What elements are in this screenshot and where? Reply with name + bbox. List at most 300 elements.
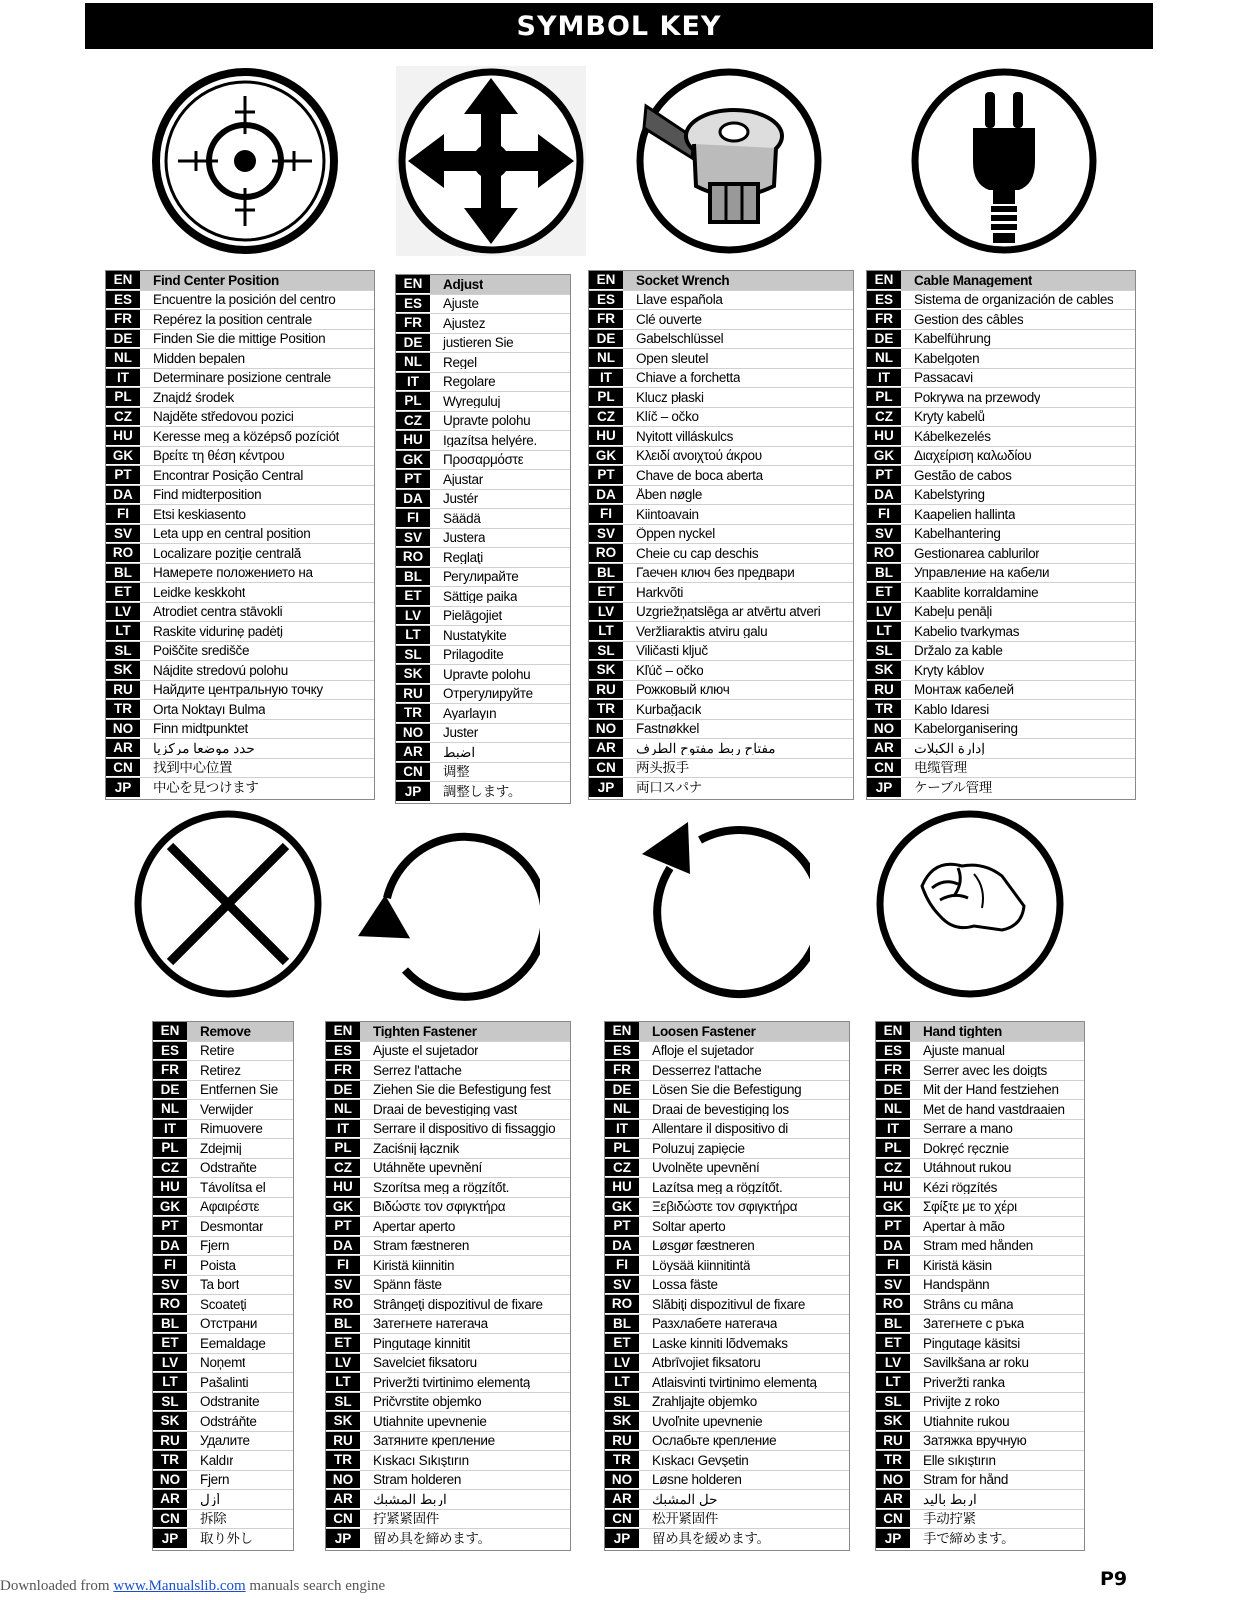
table-row — [106, 642, 374, 662]
language-code: PT — [326, 1217, 360, 1236]
translation-text: 电缆管理 — [914, 761, 967, 775]
table-row — [876, 1393, 1084, 1413]
translation-text: Eemaldage — [200, 1336, 266, 1350]
translation-text: Kabelhantering — [914, 527, 1001, 541]
table-row — [326, 1276, 570, 1296]
language-code: DE — [867, 330, 901, 349]
language-code: BL — [605, 1315, 639, 1334]
table-row — [589, 622, 853, 642]
language-code: AR — [589, 739, 623, 758]
translation-text: Apertar à mão — [923, 1219, 1005, 1233]
translation-text: Privijte z roko — [923, 1395, 1000, 1409]
table-row — [605, 1159, 849, 1179]
table-row — [153, 1334, 293, 1354]
table-row — [326, 1061, 570, 1081]
translation-text: Kaapelien hallinta — [914, 507, 1016, 521]
translation-text: Keresse meg a középső pozíciót — [153, 429, 340, 443]
table-row — [605, 1100, 849, 1120]
language-code: FI — [326, 1256, 360, 1275]
language-code: AR — [326, 1490, 360, 1509]
language-code: CN — [153, 1510, 187, 1529]
translation-text: Kiristä kiinnitin — [373, 1258, 455, 1272]
table-row — [876, 1022, 1084, 1042]
language-code: RO — [396, 548, 430, 567]
table-row — [589, 739, 853, 759]
language-code: LV — [153, 1354, 187, 1373]
table-row — [396, 353, 570, 373]
translation-text: Гаечен ключ без предвари — [636, 566, 795, 580]
table-row — [605, 1256, 849, 1276]
table-row — [605, 1276, 849, 1296]
table-row — [153, 1412, 293, 1432]
translation-text: Open sleutel — [636, 351, 709, 365]
table-row — [396, 743, 570, 763]
language-code: SL — [106, 642, 140, 661]
translation-text: Desserrez l'attache — [652, 1063, 762, 1077]
table-row — [326, 1354, 570, 1374]
table-row — [396, 509, 570, 529]
translation-text: Determinare posizione centrale — [153, 371, 331, 385]
translation-text: 调整 — [443, 765, 470, 779]
language-code: ES — [153, 1042, 187, 1061]
clockwise-arrow-icon — [350, 820, 540, 1010]
table-row — [326, 1042, 570, 1062]
table-row — [153, 1198, 293, 1218]
table-row — [326, 1315, 570, 1335]
table-row — [876, 1315, 1084, 1335]
language-code: LT — [326, 1373, 360, 1392]
translation-text: Lazítsa meg a rögzítőt. — [652, 1180, 783, 1194]
translation-text: Разхлабете натегача — [652, 1317, 778, 1331]
translation-text: Zrahljajte objemko — [652, 1395, 757, 1409]
table-row — [589, 700, 853, 720]
language-code: RO — [605, 1295, 639, 1314]
table-row — [106, 330, 374, 350]
language-code: IT — [396, 373, 430, 392]
translation-text: Рожковый ключ — [636, 683, 730, 697]
table-row — [106, 759, 374, 779]
language-code: NL — [106, 349, 140, 368]
symbol-table-7 — [875, 1021, 1085, 1551]
table-row — [396, 373, 570, 393]
footer-prefix: Downloaded from — [0, 1578, 114, 1594]
table-row — [876, 1373, 1084, 1393]
translation-text: Draai de bevestiging los — [652, 1102, 789, 1116]
symbol-table-3 — [866, 270, 1136, 800]
table-row — [396, 568, 570, 588]
translation-text: أزل — [200, 1492, 221, 1506]
table-row — [876, 1042, 1084, 1062]
table-row — [106, 720, 374, 740]
language-code: LT — [605, 1373, 639, 1392]
table-row — [867, 427, 1135, 447]
table-row — [867, 778, 1135, 798]
table-row — [153, 1081, 293, 1101]
language-code: FR — [106, 310, 140, 329]
table-row — [867, 700, 1135, 720]
table-row — [876, 1100, 1084, 1120]
language-code: LT — [867, 622, 901, 641]
table-row — [605, 1315, 849, 1335]
language-code: RU — [153, 1432, 187, 1451]
table-row — [589, 447, 853, 467]
language-code: IT — [867, 369, 901, 388]
table-row — [396, 529, 570, 549]
table-row — [589, 759, 853, 779]
language-code: FR — [605, 1061, 639, 1080]
translation-text: اربط المشبك — [373, 1492, 447, 1506]
table-row — [867, 466, 1135, 486]
language-code: CZ — [396, 412, 430, 431]
table-row — [605, 1178, 849, 1198]
translation-text: 手动拧紧 — [923, 1512, 976, 1526]
language-code: TR — [106, 700, 140, 719]
translation-text: Upravte polohu — [443, 414, 531, 428]
language-code: DE — [396, 334, 430, 353]
language-code: CN — [589, 759, 623, 778]
language-code: SV — [589, 525, 623, 544]
table-row — [106, 739, 374, 759]
table-row — [326, 1120, 570, 1140]
language-code: BL — [153, 1315, 187, 1334]
table-row — [396, 314, 570, 334]
language-code: SL — [605, 1393, 639, 1412]
page-title: SYMBOL KEY — [85, 3, 1153, 49]
language-code: HU — [326, 1178, 360, 1197]
language-code: DA — [605, 1237, 639, 1256]
translation-text: Удалите — [200, 1434, 250, 1448]
table-row — [106, 271, 374, 291]
translation-text: Regel — [443, 355, 477, 369]
translation-text: Löysää kiinnitintä — [652, 1258, 751, 1272]
table-row — [876, 1061, 1084, 1081]
table-row — [589, 681, 853, 701]
translation-text: Διαχείριση καλωδίου — [914, 449, 1032, 463]
table-row — [396, 626, 570, 646]
language-code: NO — [876, 1471, 910, 1490]
language-code: DA — [106, 486, 140, 505]
translation-text: Βιδώστε τον σφιγκτήρα — [373, 1200, 506, 1214]
translation-text: Ziehen Sie die Befestigung fest — [373, 1083, 551, 1097]
table-row — [153, 1354, 293, 1374]
translation-text: Clé ouverte — [636, 312, 702, 326]
language-code: ES — [589, 291, 623, 310]
table-row — [867, 349, 1135, 369]
translation-text: Slăbiţi dispozitivul de fixare — [652, 1297, 806, 1311]
translation-text: Fjern — [200, 1473, 230, 1487]
translation-text: Ta bort — [200, 1278, 240, 1292]
table-row — [396, 490, 570, 510]
language-code: JP — [396, 782, 430, 802]
footer — [0, 1578, 385, 1595]
language-code: LV — [396, 607, 430, 626]
language-code: ES — [396, 295, 430, 314]
language-code: NO — [153, 1471, 187, 1490]
table-row — [876, 1178, 1084, 1198]
translation-text: Met de hand vastdraaien — [923, 1102, 1065, 1116]
translation-text: Repérez la position centrale — [153, 312, 312, 326]
language-code: BL — [867, 564, 901, 583]
table-row — [396, 470, 570, 490]
translation-text: Kábelkezelés — [914, 429, 991, 443]
translation-text: Finn midtpunktet — [153, 722, 248, 736]
translation-text: Lösen Sie die Befestigung — [652, 1083, 802, 1097]
language-code: PT — [876, 1217, 910, 1236]
table-row — [605, 1237, 849, 1257]
language-code: FI — [605, 1256, 639, 1275]
table-row — [876, 1471, 1084, 1491]
language-code: RO — [589, 544, 623, 563]
symbol-name: Tighten Fastener — [373, 1024, 477, 1038]
language-code: GK — [876, 1198, 910, 1217]
language-code: FI — [153, 1256, 187, 1275]
table-row — [396, 763, 570, 783]
language-code: NO — [106, 720, 140, 739]
language-code: GK — [326, 1198, 360, 1217]
table-row — [106, 661, 374, 681]
table-row — [876, 1412, 1084, 1432]
table-row — [605, 1081, 849, 1101]
language-code: GK — [867, 447, 901, 466]
translation-text: Midden bepalen — [153, 351, 245, 365]
translation-text: Poista — [200, 1258, 236, 1272]
language-code: SL — [867, 642, 901, 661]
language-code: PT — [153, 1217, 187, 1236]
language-code: IT — [589, 369, 623, 388]
language-code: RO — [867, 544, 901, 563]
language-code: FI — [876, 1256, 910, 1275]
table-row — [396, 704, 570, 724]
symbol-name: Socket Wrench — [636, 273, 730, 287]
translation-text: Регулирайте — [443, 570, 519, 584]
table-row — [867, 564, 1135, 584]
translation-text: Kabelio tvarkymas — [914, 624, 1020, 638]
table-row — [153, 1295, 293, 1315]
table-row — [153, 1217, 293, 1237]
translation-text: Αφαιρέστε — [200, 1200, 260, 1214]
table-row — [106, 349, 374, 369]
table-row — [106, 427, 374, 447]
translation-text: Κλειδί ανοιχτού άκρου — [636, 449, 762, 463]
language-code: SL — [589, 642, 623, 661]
table-row — [153, 1100, 293, 1120]
language-code: SV — [326, 1276, 360, 1295]
translation-text: Elle sıkıştırın — [923, 1453, 996, 1467]
table-row — [153, 1451, 293, 1471]
footer-suffix: manuals search engine — [245, 1578, 386, 1594]
crosshair-icon — [150, 66, 340, 256]
language-code: CZ — [605, 1159, 639, 1178]
footer-link[interactable]: www.Manualslib.com — [113, 1578, 246, 1594]
table-row — [106, 544, 374, 564]
language-code: NO — [326, 1471, 360, 1490]
language-code: DA — [589, 486, 623, 505]
language-code: SV — [153, 1276, 187, 1295]
translation-text: Kabelgoten — [914, 351, 980, 365]
table-row — [589, 388, 853, 408]
table-row — [153, 1373, 293, 1393]
translation-text: Stram med hånden — [923, 1239, 1034, 1253]
language-code: CZ — [153, 1159, 187, 1178]
translation-text: 留め具を緩めます。 — [652, 1532, 770, 1546]
translation-text: Fjern — [200, 1239, 230, 1253]
translation-text: Nyitott villáskulcs — [636, 429, 734, 443]
translation-text: Ξεβιδώστε τον σφιγκτήρα — [652, 1200, 798, 1214]
translation-text: 留め具を締めます。 — [373, 1532, 491, 1546]
translation-text: Wyreguluj — [443, 394, 501, 408]
translation-text: Åben nøgle — [636, 488, 703, 502]
table-row — [867, 408, 1135, 428]
translation-text: Sistema de organización de cables — [914, 293, 1114, 307]
language-code: NO — [589, 720, 623, 739]
table-row — [326, 1081, 570, 1101]
language-code: NL — [153, 1100, 187, 1119]
translation-text: Stram holderen — [373, 1473, 462, 1487]
language-code: TR — [876, 1451, 910, 1470]
translation-text: Mit der Hand festziehen — [923, 1083, 1059, 1097]
language-code: SL — [153, 1393, 187, 1412]
translation-text: Justér — [443, 492, 478, 506]
language-code: SV — [396, 529, 430, 548]
translation-text: Ajuste manual — [923, 1044, 1005, 1058]
language-code: EN — [106, 271, 140, 290]
table-row — [867, 447, 1135, 467]
table-row — [605, 1490, 849, 1510]
four-arrows-icon — [396, 66, 586, 256]
table-row — [153, 1393, 293, 1413]
table-row — [589, 486, 853, 506]
table-row — [326, 1373, 570, 1393]
translation-text: Zdejmij — [200, 1141, 242, 1155]
symbol-name: Adjust — [443, 277, 484, 291]
table-row — [867, 583, 1135, 603]
translation-text: Kıskacı Sıkıştırın — [373, 1453, 469, 1467]
counterclockwise-arrow-icon — [620, 812, 810, 1002]
table-row — [867, 642, 1135, 662]
language-code: JP — [106, 778, 140, 798]
translation-text: Uvolněte upevnění — [652, 1161, 760, 1175]
language-code: FR — [396, 314, 430, 333]
symbol-name: Find Center Position — [153, 273, 280, 287]
language-code: LV — [106, 603, 140, 622]
translation-text: Najděte středovou pozici — [153, 410, 294, 424]
language-code: AR — [396, 743, 430, 762]
translation-text: Justera — [443, 531, 486, 545]
translation-text: Cheie cu cap deschis — [636, 546, 759, 560]
translation-text: Затяжка вручную — [923, 1434, 1027, 1448]
translation-text: Pokrywa na przewody — [914, 390, 1041, 404]
language-code: TR — [153, 1451, 187, 1470]
language-code: GK — [106, 447, 140, 466]
translation-text: Найдите центральную точку — [153, 683, 323, 697]
translation-text: Harkvõti — [636, 585, 684, 599]
table-row — [326, 1100, 570, 1120]
language-code: CN — [326, 1510, 360, 1529]
language-code: SL — [396, 646, 430, 665]
language-code: JP — [589, 778, 623, 798]
language-code: IT — [326, 1120, 360, 1139]
hand-tighten-icon — [874, 808, 1066, 1000]
language-code: DE — [605, 1081, 639, 1100]
language-code: EN — [326, 1022, 360, 1041]
language-code: HU — [867, 427, 901, 446]
language-code: JP — [867, 778, 901, 798]
translation-text: Uzgriežņatslēga ar atvērtu atveri — [636, 605, 821, 619]
language-code: DE — [326, 1081, 360, 1100]
table-row — [867, 681, 1135, 701]
table-row — [867, 525, 1135, 545]
language-code: NO — [605, 1471, 639, 1490]
language-code: SK — [153, 1412, 187, 1431]
symbol-table-6 — [604, 1021, 850, 1551]
table-row — [326, 1529, 570, 1549]
table-row — [326, 1198, 570, 1218]
language-code: ES — [867, 291, 901, 310]
language-code: SK — [396, 665, 430, 684]
translation-text: Klucz płaski — [636, 390, 704, 404]
table-row — [153, 1529, 293, 1549]
table-row — [106, 564, 374, 584]
table-row — [326, 1432, 570, 1452]
language-code: CZ — [867, 408, 901, 427]
translation-text: Отрегулируйте — [443, 687, 533, 701]
table-row — [876, 1120, 1084, 1140]
table-row — [876, 1081, 1084, 1101]
table-row — [589, 408, 853, 428]
language-code: ES — [326, 1042, 360, 1061]
language-code: NL — [867, 349, 901, 368]
language-code: IT — [106, 369, 140, 388]
translation-text: Kabeļu penāļi — [914, 605, 992, 619]
table-row — [396, 607, 570, 627]
table-row — [605, 1373, 849, 1393]
language-code: CN — [396, 763, 430, 782]
language-code: EN — [589, 271, 623, 290]
language-code: DA — [867, 486, 901, 505]
translation-text: 取り外し — [200, 1532, 253, 1546]
table-row — [326, 1237, 570, 1257]
translation-text: Serrez l'attache — [373, 1063, 462, 1077]
language-code: LV — [876, 1354, 910, 1373]
translation-text: 拧紧紧固件 — [373, 1512, 439, 1526]
translation-text: Znajdź środek — [153, 390, 234, 404]
language-code: SL — [876, 1393, 910, 1412]
table-row — [326, 1022, 570, 1042]
translation-text: Noņemt — [200, 1356, 246, 1370]
table-row — [396, 646, 570, 666]
translation-text: Säädä — [443, 511, 481, 525]
table-row — [876, 1159, 1084, 1179]
table-row — [153, 1276, 293, 1296]
language-code: SL — [326, 1393, 360, 1412]
translation-text: اربط باليد — [923, 1492, 977, 1506]
language-code: FR — [867, 310, 901, 329]
translation-text: Kľúč – očko — [636, 663, 704, 677]
translation-text: Pielāgojiet — [443, 609, 502, 623]
translation-text: 手で締めます。 — [923, 1532, 1015, 1546]
translation-text: Utiahnite upevnenie — [373, 1414, 487, 1428]
translation-text: ケーブル管理 — [914, 781, 992, 795]
table-row — [589, 544, 853, 564]
language-code: SV — [876, 1276, 910, 1295]
table-row — [867, 603, 1135, 623]
translation-text: Pingutage käsitsi — [923, 1336, 1020, 1350]
translation-text: Stram fæstneren — [373, 1239, 470, 1253]
translation-text: Encontrar Posição Central — [153, 468, 304, 482]
language-code: CN — [867, 759, 901, 778]
translation-text: Etsi keskiasento — [153, 507, 246, 521]
symbol-table-0 — [105, 270, 375, 800]
